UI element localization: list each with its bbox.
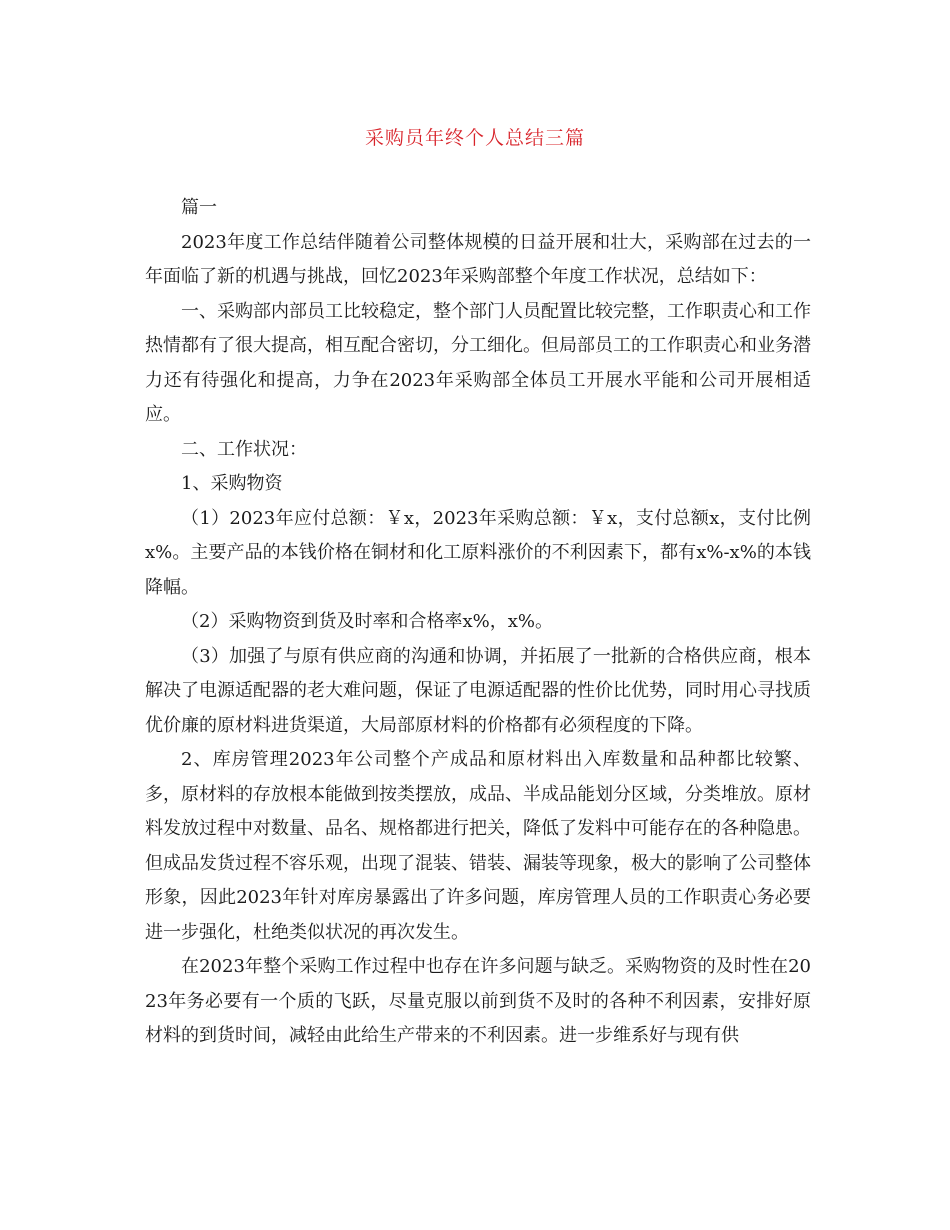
paragraph-procurement-heading: 1、采购物资	[181, 473, 283, 494]
paragraph-staff: 一、采购部内部员工比较稳定，整个部门人员配置比较完整，工作职责心和工作热情都有了很大提高，相互配合密切，分工细化。但局部员工的工作职责心和业务潜力还有待强化和提高，力争在2023年采购部全体员工开展水平能和公司开展相适应。	[145, 300, 811, 425]
document-body	[145, 191, 811, 1054]
paragraph-problems: 在2023年整个采购工作过程中也存在许多问题与缺乏。采购物资的及时性在2023年务必要有一个质的飞跃，尽量克服以前到货不及时的各种不利因素，安排好原材料的到货时间，减轻由此给生产带来的不利因素。进一步维系好与现有供	[145, 956, 811, 1046]
paragraph-item-3: （3）加强了与原有供应商的沟通和协调，并拓展了一批新的合格供应商，根本解决了电源适配器的老大难问题，保证了电源适配器的性价比优势，同时用心寻找质优价廉的原材料进货渠道，大局部原材料的价格都有必须程度的下降。	[145, 645, 811, 736]
document-title: 采购员年终个人总结三篇	[364, 127, 585, 149]
paragraph-item-1: （1）2023年应付总额：￥x，2023年采购总额：￥x，支付总额x，支付比例x%。主要产品的本钱价格在铜材和化工原料涨价的不利因素下，都有x%-x%的本钱降幅。	[145, 507, 811, 598]
paragraph-work-status-heading: 二、工作状况：	[181, 438, 307, 460]
paragraph-item-2: （2）采购物资到货及时率和合格率x%，x%。	[181, 611, 553, 632]
paragraph-warehouse: 2、库房管理2023年公司整个产成品和原材料出入库数量和品种都比较繁、多，原材料的存放根本能做到按类摆放，成品、半成品能划分区域，分类堆放。原材料发放过程中对数量、品名、规格都进行把关，降低了发料中可能存在的各种隐患。但成品发货过程不容乐观，出现了混装、错装、漏装等现象，极大的影响了公司整体形象，因此2023年针对库房暴露出了许多问题，库房管理人员的工作职责心务必要进一步强化，杜绝类似状况的再次发生。	[145, 749, 811, 943]
paragraph-intro: 2023年度工作总结伴随着公司整体规模的日益开展和壮大，采购部在过去的一年面临了新的机遇与挑战，回忆2023年采购部整个年度工作状况，总结如下：	[145, 231, 811, 287]
paragraph-section-heading: 篇一	[181, 197, 217, 218]
